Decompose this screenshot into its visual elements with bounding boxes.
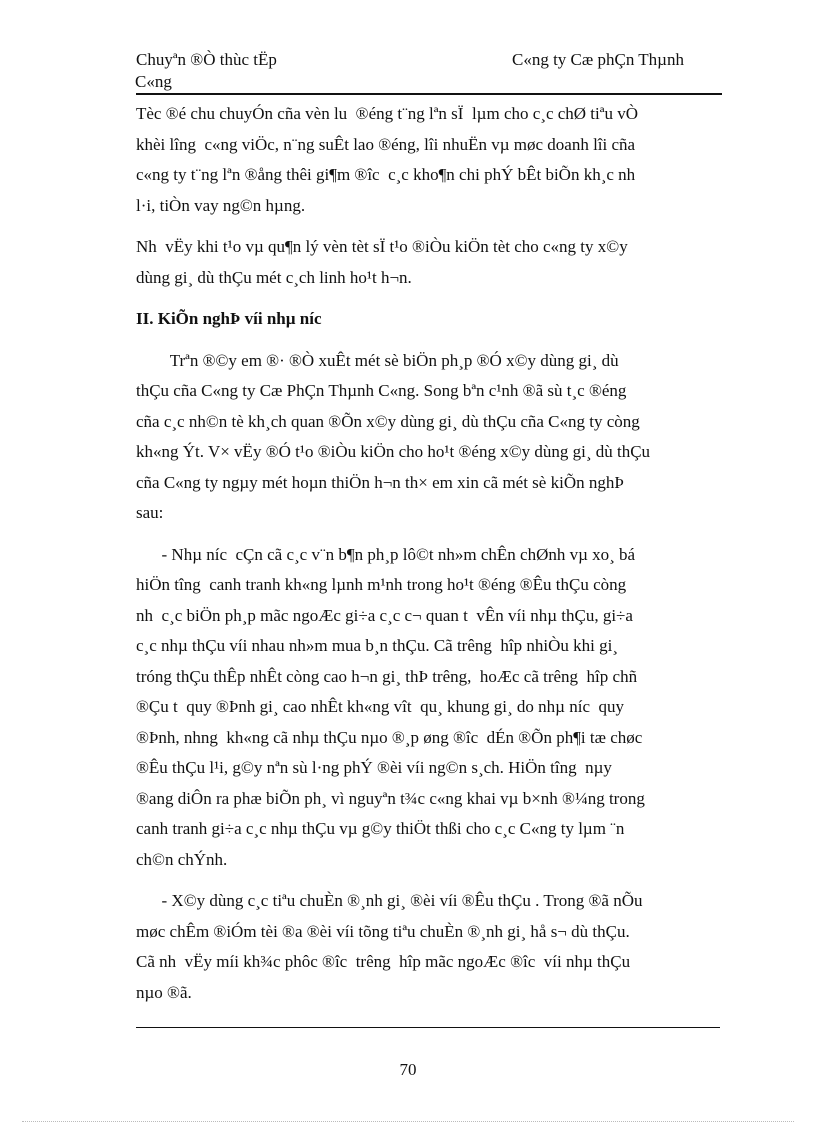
paragraph-gap <box>136 335 720 346</box>
text-line: Cã nh vËy míi kh¾c phôc ®îc trêng hîp mãc ngoÆc ®îc víi nhµ thÇu <box>136 952 631 971</box>
header-left-line-1: Chuyªn ®Ò thùc tËp <box>136 50 277 69</box>
paragraph <box>136 232 720 293</box>
text-line: thÇu cña C«ng ty Cæ PhÇn Thµnh C«ng. Song bªn c¹nh ®ã sù t¸c ®éng <box>136 381 627 400</box>
paragraph <box>136 886 720 1008</box>
paragraph <box>136 99 720 221</box>
text-line: tróng thÇu thÊp nhÊt còng cao h¬n gi¸ thÞ trêng, hoÆc cã trêng hîp chñ <box>136 666 638 686</box>
paragraph-gap <box>136 875 720 886</box>
text-line: l·i, tiÒn vay ng©n hµng. <box>136 195 306 215</box>
text-line: Tèc ®é chu chuyÓn cña vèn lu ®éng t¨ng lªn sÏ lµm cho c¸c chØ tiªu vÒ <box>136 104 638 123</box>
paragraph-gap <box>136 221 720 232</box>
text-line: kh«ng Ýt. V× vËy ®Ó t¹o ®iÒu kiÖn cho ho¹t ®éng x©y dùng gi¸ dù thÇu <box>136 442 651 461</box>
header-right: C«ng ty Cæ phÇn Thµnh <box>512 50 684 69</box>
text-line: c«ng ty t¨ng lªn ®ång thêi gi¶m ®îc c¸c kho¶n chi phÝ bÊt biÕn kh¸c nh <box>136 165 636 184</box>
text-line: ®ang diÔn ra phæ biÕn ph¸ vì nguyªn t¾c c«ng khai vµ b×nh ®¼ng trong <box>136 788 645 808</box>
text-line: nh c¸c biÖn ph¸p mãc ngoÆc gi÷a c¸c c¬ quan t vÊn víi nhµ thÇu, gi÷a <box>136 605 633 625</box>
footer-rule <box>136 1027 720 1028</box>
paragraph-gap <box>136 293 720 304</box>
paragraph-gap <box>136 529 720 540</box>
text-line: møc chÊm ®iÓm tèi ®a ®èi víi tõng tiªu chuÈn ®¸nh gi¸ hå s¬ dù thÇu. <box>136 921 630 941</box>
text-line: Nh vËy khi t¹o vµ qu¶n lý vèn tèt sÏ t¹o ®iÒu kiÖn tèt cho c«ng ty x©y <box>136 237 628 256</box>
header-left <box>136 49 277 93</box>
text-line: nµo ®ã. <box>136 982 192 1002</box>
text-line: - X©y dùng c¸c tiªu chuÈn ®¸nh gi¸ ®èi víi ®Êu thÇu . Trong ®ã nÕu <box>136 891 643 910</box>
page-bottom-border <box>22 1121 794 1122</box>
text-line: - Nhµ níc cÇn cã c¸c v¨n b¶n ph¸p lô©t nh»m chÊn chØnh vµ xo¸ bá <box>136 544 636 564</box>
header-rule <box>136 93 722 95</box>
text-line: ®Çu t quy ®Þnh gi¸ cao nhÊt kh«ng vît qu¸ khung gi¸ do nhµ níc quy <box>136 697 624 716</box>
document-body <box>136 99 720 1008</box>
text-line: ch©n chÝnh. <box>136 849 228 869</box>
text-line: khèi lîng c«ng viÖc, n¨ng suÊt lao ®éng, lîi nhuËn vµ møc doanh lîi cña <box>136 134 636 154</box>
text-line: Trªn ®©y em ®· ®Ò xuÊt mét sè biÖn ph¸p ®Ó x©y dùng gi¸ dù <box>136 350 619 370</box>
text-line: II. KiÕn nghÞ víi nhµ níc <box>136 309 322 328</box>
text-line: hiÖn tîng canh tranh kh«ng lµnh m¹nh trong ho¹t ®éng ®Êu thÇu còng <box>136 575 627 594</box>
text-line: cña c¸c nh©n tè kh¸ch quan ®Õn x©y dùng gi¸ dù thÇu cña C«ng ty còng <box>136 411 640 431</box>
text-line: dùng gi¸ dù thÇu mét c¸ch linh ho¹t h¬n. <box>136 267 412 287</box>
page-number: 70 <box>399 1060 417 1079</box>
text-line: sau: <box>136 503 164 522</box>
text-line: ®Êu thÇu l¹i, g©y nªn sù l·ng phÝ ®èi víi ng©n s¸ch. HiÖn tîng nµy <box>136 758 612 777</box>
text-line: c¸c nhµ thÇu víi nhau nh»m mua b¸n thÇu. Cã trêng hîp nhiÒu khi gi¸ <box>136 636 618 655</box>
text-line: ®Þnh, nhng kh«ng cã nhµ thÇu nµo ®¸p øng ®îc dÉn ®Õn ph¶i tæ chøc <box>136 727 643 747</box>
paragraph <box>136 346 720 529</box>
header-left-line-2: C«ng <box>135 72 172 91</box>
text-line: cña C«ng ty ngµy mét hoµn thiÖn h¬n th× em xin cã mét sè kiÕn nghÞ <box>136 472 624 492</box>
text-line: canh tranh gi÷a c¸c nhµ thÇu vµ g©y thiÖt thßi cho c¸c C«ng ty lµm ¨n <box>136 819 625 838</box>
paragraph <box>136 540 720 876</box>
section-heading <box>136 304 720 335</box>
